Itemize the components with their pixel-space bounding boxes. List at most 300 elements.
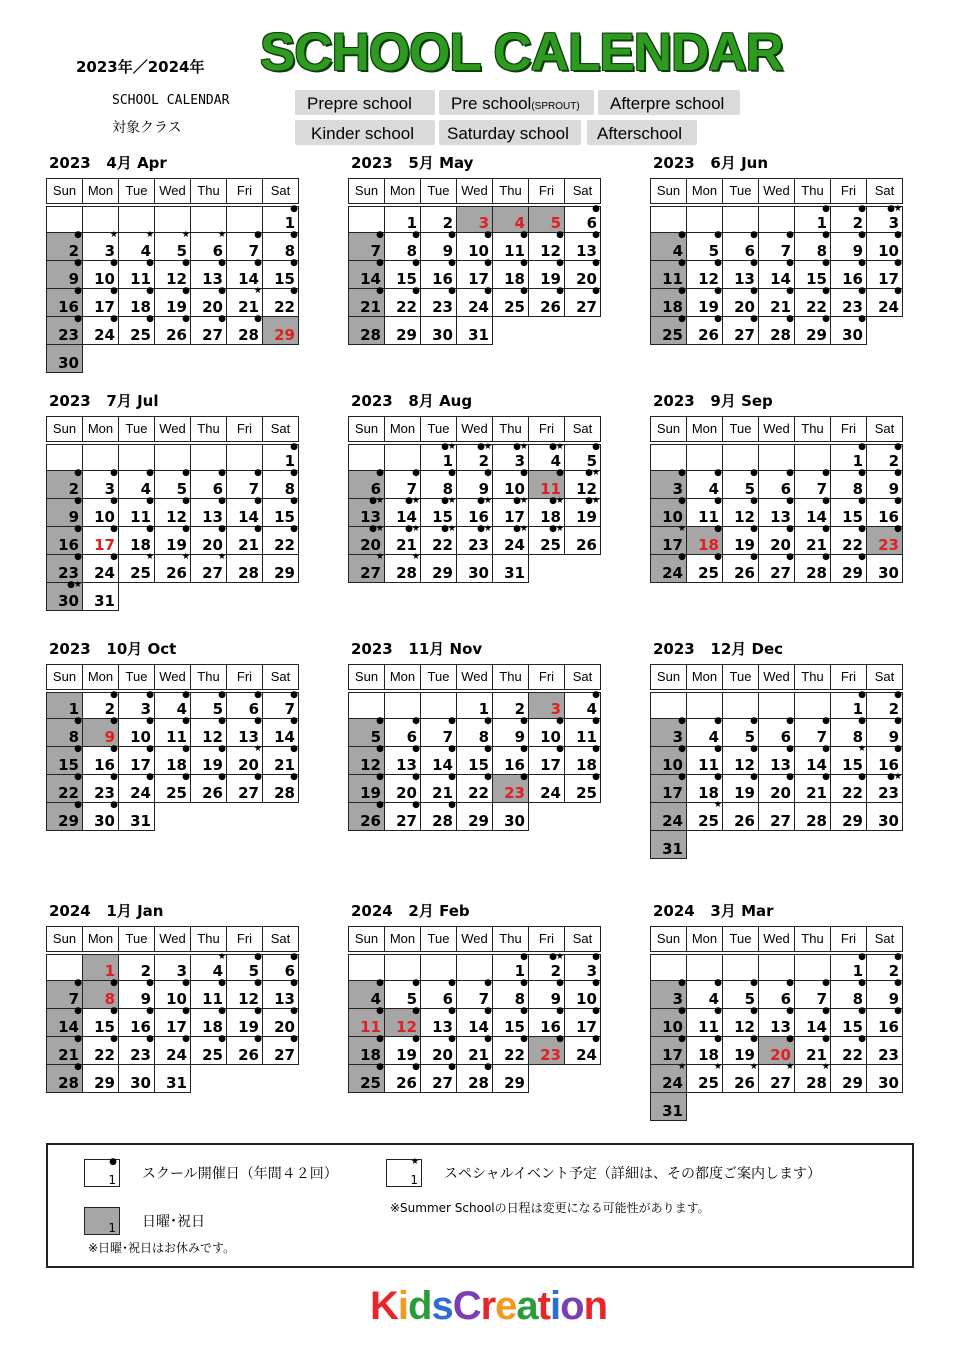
week-row xyxy=(47,443,299,471)
dot-icon: ● xyxy=(218,468,225,478)
weekday-header: Thu xyxy=(493,179,529,205)
day-cell xyxy=(191,468,227,499)
day-number: 9 xyxy=(104,728,115,746)
dot-icon: ● xyxy=(376,716,383,726)
day-cell xyxy=(759,744,795,775)
day-cell xyxy=(529,978,565,1009)
dot-icon: ● xyxy=(714,552,721,562)
day-cell xyxy=(263,524,299,555)
day-number: 19 xyxy=(698,298,719,316)
weekday-header: Tue xyxy=(421,179,457,205)
week-row xyxy=(47,499,299,527)
day-number: 27 xyxy=(576,298,597,316)
dot-icon: ● xyxy=(74,468,81,478)
day-cell xyxy=(831,443,867,471)
day-cell xyxy=(565,978,601,1009)
day-number: 8 xyxy=(104,990,115,1008)
dot-icon: ● xyxy=(218,1006,225,1016)
logo-letter: s xyxy=(431,1284,453,1328)
dot-icon: ● xyxy=(110,314,117,324)
day-number: 22 xyxy=(468,784,489,802)
day-cell xyxy=(723,552,759,583)
day-number: 21 xyxy=(274,756,295,774)
day-number: 31 xyxy=(662,1102,683,1120)
day-number: 5 xyxy=(212,700,223,718)
day-cell xyxy=(457,1034,493,1065)
dot-icon: ● xyxy=(484,1034,491,1044)
weekday-header: Tue xyxy=(421,927,457,953)
day-cell xyxy=(385,258,421,289)
dot-star-icon: ●★ xyxy=(887,772,901,782)
day-cell xyxy=(529,443,565,471)
day-number: 25 xyxy=(504,298,525,316)
day-cell xyxy=(47,314,83,345)
dot-icon: ● xyxy=(74,744,81,754)
dot-icon: ● xyxy=(894,230,901,240)
dot-icon: ● xyxy=(74,258,81,268)
day-number: 24 xyxy=(166,1046,187,1064)
day-cell xyxy=(867,258,903,289)
weekday-header: Tue xyxy=(723,927,759,953)
dot-icon: ● xyxy=(290,468,297,478)
day-number: 4 xyxy=(672,242,683,260)
day-cell xyxy=(421,286,457,317)
day-cell xyxy=(47,258,83,289)
day-cell xyxy=(529,716,565,747)
day-number: 19 xyxy=(576,508,597,526)
dot-icon: ● xyxy=(146,744,153,754)
day-cell xyxy=(385,317,421,345)
day-cell xyxy=(83,552,119,583)
month-table xyxy=(46,926,299,1093)
day-cell xyxy=(687,496,723,527)
day-cell xyxy=(759,258,795,289)
day-number: 2 xyxy=(442,214,453,232)
day-cell xyxy=(349,1062,385,1093)
dot-icon: ● xyxy=(182,258,189,268)
empty-cell xyxy=(119,205,155,233)
day-number: 13 xyxy=(396,756,417,774)
dot-icon: ● xyxy=(484,744,491,754)
dot-icon: ● xyxy=(290,524,297,534)
weekday-header: Tue xyxy=(723,417,759,443)
star-icon: ★ xyxy=(217,230,225,240)
day-number: 21 xyxy=(238,536,259,554)
week-row xyxy=(651,233,903,261)
empty-cell xyxy=(723,691,759,719)
dot-icon: ● xyxy=(254,468,261,478)
dot-icon: ● xyxy=(786,1034,793,1044)
day-number: 2 xyxy=(478,452,489,470)
day-number: 21 xyxy=(468,1046,489,1064)
day-number: 25 xyxy=(360,1074,381,1092)
day-number: 16 xyxy=(432,270,453,288)
day-cell xyxy=(155,1006,191,1037)
day-cell xyxy=(385,1062,421,1093)
weekday-header: Tue xyxy=(723,665,759,691)
month-table xyxy=(650,926,903,1121)
dot-icon: ● xyxy=(750,314,757,324)
dot-star-icon: ●★ xyxy=(887,203,901,214)
week-row xyxy=(349,261,601,289)
weekday-header: Mon xyxy=(385,417,421,443)
dot-icon: ● xyxy=(412,1006,419,1016)
week-row xyxy=(47,775,299,803)
logo-letter: K xyxy=(370,1284,398,1328)
day-cell xyxy=(457,978,493,1009)
day-cell xyxy=(155,744,191,775)
day-number: 4 xyxy=(176,700,187,718)
dot-icon: ● xyxy=(750,496,757,506)
day-cell xyxy=(457,803,493,831)
day-cell xyxy=(227,1034,263,1065)
day-number: 8 xyxy=(816,242,827,260)
day-cell xyxy=(565,716,601,747)
day-cell xyxy=(795,1006,831,1037)
dot-icon: ● xyxy=(74,230,81,240)
day-number: 30 xyxy=(58,592,79,610)
day-cell xyxy=(191,691,227,719)
day-number: 12 xyxy=(734,756,755,774)
week-row xyxy=(651,831,903,859)
class-chip-label: Afterschool xyxy=(597,124,683,143)
dot-icon: ● xyxy=(592,951,599,962)
day-cell xyxy=(263,286,299,317)
day-cell xyxy=(191,716,227,747)
day-cell xyxy=(651,1062,687,1093)
dot-icon: ● xyxy=(290,496,297,506)
day-cell xyxy=(867,716,903,747)
dot-icon: ● xyxy=(74,1006,81,1016)
dot-icon: ● xyxy=(678,772,685,782)
dot-icon: ● xyxy=(786,496,793,506)
dot-icon: ● xyxy=(678,978,685,988)
week-row xyxy=(651,499,903,527)
dot-icon: ● xyxy=(376,258,383,268)
day-number: 10 xyxy=(540,728,561,746)
day-cell xyxy=(421,205,457,233)
dot-icon: ● xyxy=(74,772,81,782)
day-number: 10 xyxy=(662,508,683,526)
dot-icon: ● xyxy=(448,800,455,810)
day-cell xyxy=(867,443,903,471)
dot-icon: ● xyxy=(110,1034,117,1044)
day-number: 15 xyxy=(274,270,295,288)
weekday-header: Fri xyxy=(227,665,263,691)
week-row xyxy=(349,775,601,803)
day-cell xyxy=(529,258,565,289)
day-number: 10 xyxy=(576,990,597,1008)
day-cell xyxy=(493,716,529,747)
week-row xyxy=(349,555,601,583)
day-number: 29 xyxy=(58,812,79,830)
day-number: 16 xyxy=(58,536,79,554)
weekday-header: Sat xyxy=(263,665,299,691)
day-cell xyxy=(867,803,903,831)
dot-icon: ● xyxy=(146,496,153,506)
weekday-header: Mon xyxy=(385,927,421,953)
empty-cell xyxy=(227,443,263,471)
day-cell xyxy=(723,524,759,555)
day-number: 8 xyxy=(852,480,863,498)
dot-icon: ● xyxy=(290,689,297,700)
day-number: 5 xyxy=(586,452,597,470)
day-cell xyxy=(119,230,155,261)
day-number: 20 xyxy=(360,536,381,554)
day-number: 15 xyxy=(396,270,417,288)
day-cell xyxy=(687,1034,723,1065)
day-number: 29 xyxy=(806,326,827,344)
day-cell xyxy=(421,258,457,289)
empty-cell xyxy=(385,691,421,719)
dot-icon: ● xyxy=(110,1006,117,1016)
day-cell xyxy=(651,286,687,317)
dot-icon: ● xyxy=(786,772,793,782)
legend-holiday-text: 日曜･祝日 xyxy=(142,1214,205,1230)
day-number: 29 xyxy=(842,1074,863,1092)
day-cell xyxy=(759,803,795,831)
dot-icon: ● xyxy=(750,772,757,782)
day-cell xyxy=(47,691,83,719)
week-row xyxy=(47,317,299,345)
day-number: 25 xyxy=(202,1046,223,1064)
dot-icon: ● xyxy=(376,1062,383,1072)
dot-icon: ● xyxy=(448,468,455,478)
day-cell xyxy=(385,716,421,747)
day-number: 11 xyxy=(202,990,223,1008)
weekday-header: Sun xyxy=(349,179,385,205)
week-row xyxy=(651,803,903,831)
day-cell xyxy=(83,1034,119,1065)
dot-icon: ● xyxy=(254,978,261,988)
dot-icon: ● xyxy=(556,1006,563,1016)
dot-icon: ● xyxy=(592,772,599,782)
day-cell xyxy=(349,744,385,775)
dot-icon: ● xyxy=(110,800,117,810)
dot-icon: ● xyxy=(110,286,117,296)
day-number: 30 xyxy=(842,326,863,344)
day-cell xyxy=(651,803,687,831)
day-number: 12 xyxy=(576,480,597,498)
day-number: 17 xyxy=(540,756,561,774)
day-cell xyxy=(119,716,155,747)
day-cell xyxy=(119,496,155,527)
day-cell xyxy=(651,552,687,583)
weekday-header: Sat xyxy=(565,417,601,443)
dot-icon: ● xyxy=(592,258,599,268)
day-cell xyxy=(191,978,227,1009)
day-number: 23 xyxy=(58,564,79,582)
dot-star-icon: ●★ xyxy=(67,580,81,590)
day-cell xyxy=(651,230,687,261)
day-cell xyxy=(759,716,795,747)
day-number: 1 xyxy=(104,962,115,980)
week-row xyxy=(349,719,601,747)
week-row xyxy=(349,803,601,831)
day-cell xyxy=(191,524,227,555)
day-cell xyxy=(493,524,529,555)
dot-icon: ● xyxy=(750,468,757,478)
day-number: 10 xyxy=(130,728,151,746)
empty-cell xyxy=(687,691,723,719)
day-number: 18 xyxy=(360,1046,381,1064)
day-cell xyxy=(119,772,155,803)
day-cell xyxy=(723,314,759,345)
dot-icon: ● xyxy=(484,772,491,782)
day-cell xyxy=(759,1034,795,1065)
day-number: 9 xyxy=(140,990,151,1008)
weekday-header: Wed xyxy=(457,417,493,443)
dot-icon: ● xyxy=(376,978,383,988)
day-number: 30 xyxy=(878,1074,899,1092)
day-number: 3 xyxy=(586,962,597,980)
day-number: 28 xyxy=(238,564,259,582)
day-cell xyxy=(457,744,493,775)
dot-icon: ● xyxy=(678,230,685,240)
day-number: 11 xyxy=(698,756,719,774)
day-cell xyxy=(831,953,867,981)
day-number: 7 xyxy=(370,242,381,260)
month-title: 2023 12月 Dec xyxy=(653,640,784,658)
day-cell xyxy=(867,691,903,719)
day-cell xyxy=(457,496,493,527)
dot-icon: ● xyxy=(556,978,563,988)
dot-icon: ● xyxy=(74,716,81,726)
weekday-header: Mon xyxy=(687,927,723,953)
day-cell xyxy=(227,555,263,583)
dot-icon: ● xyxy=(858,203,865,214)
day-cell xyxy=(795,314,831,345)
day-number: 22 xyxy=(396,298,417,316)
dot-icon: ● xyxy=(750,1034,757,1044)
dot-icon: ● xyxy=(110,524,117,534)
day-number: 6 xyxy=(780,480,791,498)
day-number: 1 xyxy=(852,452,863,470)
dot-icon: ● xyxy=(894,496,901,506)
day-number: 4 xyxy=(370,990,381,1008)
day-cell xyxy=(47,345,83,373)
day-number: 15 xyxy=(842,756,863,774)
day-number: 2 xyxy=(104,700,115,718)
dot-icon: ● xyxy=(822,496,829,506)
dot-icon: ● xyxy=(678,496,685,506)
dot-icon: ● xyxy=(254,314,261,324)
day-cell xyxy=(155,691,191,719)
day-number: 1 xyxy=(406,214,417,232)
star-icon: ★ xyxy=(217,951,225,962)
legend-sample-number: 1 xyxy=(410,1173,418,1187)
day-number: 13 xyxy=(274,990,295,1008)
day-cell xyxy=(83,800,119,831)
dot-icon: ● xyxy=(678,286,685,296)
day-cell xyxy=(759,496,795,527)
dot-icon: ● xyxy=(894,1006,901,1016)
day-number: 22 xyxy=(94,1046,115,1064)
holiday-note: ※日曜･祝日はお休みです。 xyxy=(88,1241,236,1255)
day-number: 29 xyxy=(468,812,489,830)
day-cell xyxy=(191,496,227,527)
day-cell xyxy=(831,803,867,831)
weekday-header: Wed xyxy=(155,179,191,205)
day-cell xyxy=(529,1006,565,1037)
dot-icon: ● xyxy=(290,441,297,452)
dot-icon: ● xyxy=(822,772,829,782)
empty-cell xyxy=(759,205,795,233)
dot-icon: ● xyxy=(592,716,599,726)
day-cell xyxy=(493,286,529,317)
day-number: 12 xyxy=(166,508,187,526)
dot-icon: ● xyxy=(484,978,491,988)
dot-icon: ● xyxy=(894,524,901,534)
day-cell xyxy=(155,230,191,261)
day-number: 30 xyxy=(504,812,525,830)
day-cell xyxy=(385,1006,421,1037)
day-number: 18 xyxy=(166,756,187,774)
dot-icon: ● xyxy=(146,1034,153,1044)
day-cell xyxy=(47,1034,83,1065)
dot-icon: ● xyxy=(146,314,153,324)
dot-icon: ● xyxy=(74,552,81,562)
day-number: 26 xyxy=(396,1074,417,1092)
day-cell xyxy=(565,691,601,719)
day-cell xyxy=(47,580,83,611)
day-cell xyxy=(723,772,759,803)
star-icon: ★ xyxy=(785,1062,793,1072)
dot-icon: ● xyxy=(254,230,261,240)
dot-icon: ● xyxy=(520,1034,527,1044)
legend-school-day-cell xyxy=(84,1159,120,1187)
weekday-header: Thu xyxy=(795,665,831,691)
day-number: 1 xyxy=(68,700,79,718)
empty-cell xyxy=(119,443,155,471)
day-cell xyxy=(831,552,867,583)
day-number: 17 xyxy=(504,508,525,526)
dot-icon: ● xyxy=(822,744,829,754)
dot-icon: ● xyxy=(520,744,527,754)
day-number: 27 xyxy=(202,564,223,582)
day-number: 22 xyxy=(842,784,863,802)
logo-letter: C xyxy=(452,1284,481,1328)
month-title: 2023 7月 Jul xyxy=(49,392,159,410)
weekday-header: Sun xyxy=(47,417,83,443)
month-title: 2023 8月 Aug xyxy=(351,392,473,410)
weekday-header: Thu xyxy=(795,927,831,953)
dot-icon: ● xyxy=(678,552,685,562)
week-row xyxy=(349,1037,601,1065)
day-number: 7 xyxy=(442,728,453,746)
day-cell xyxy=(119,1034,155,1065)
day-cell xyxy=(227,258,263,289)
dot-icon: ● xyxy=(894,951,901,962)
dot-icon: ● xyxy=(894,716,901,726)
day-number: 31 xyxy=(166,1074,187,1092)
day-number: 8 xyxy=(68,728,79,746)
day-number: 16 xyxy=(130,1018,151,1036)
week-row xyxy=(651,261,903,289)
dot-icon: ● xyxy=(448,1034,455,1044)
day-number: 5 xyxy=(744,480,755,498)
day-cell xyxy=(795,258,831,289)
day-number: 19 xyxy=(540,270,561,288)
week-row xyxy=(651,747,903,775)
weekday-header: Sun xyxy=(349,417,385,443)
day-number: 30 xyxy=(94,812,115,830)
day-number: 9 xyxy=(888,990,899,1008)
month-title: 2024 2月 Feb xyxy=(351,902,470,920)
day-number: 16 xyxy=(540,1018,561,1036)
year-label: 2023年／2024年 xyxy=(76,58,205,76)
day-number: 22 xyxy=(842,536,863,554)
